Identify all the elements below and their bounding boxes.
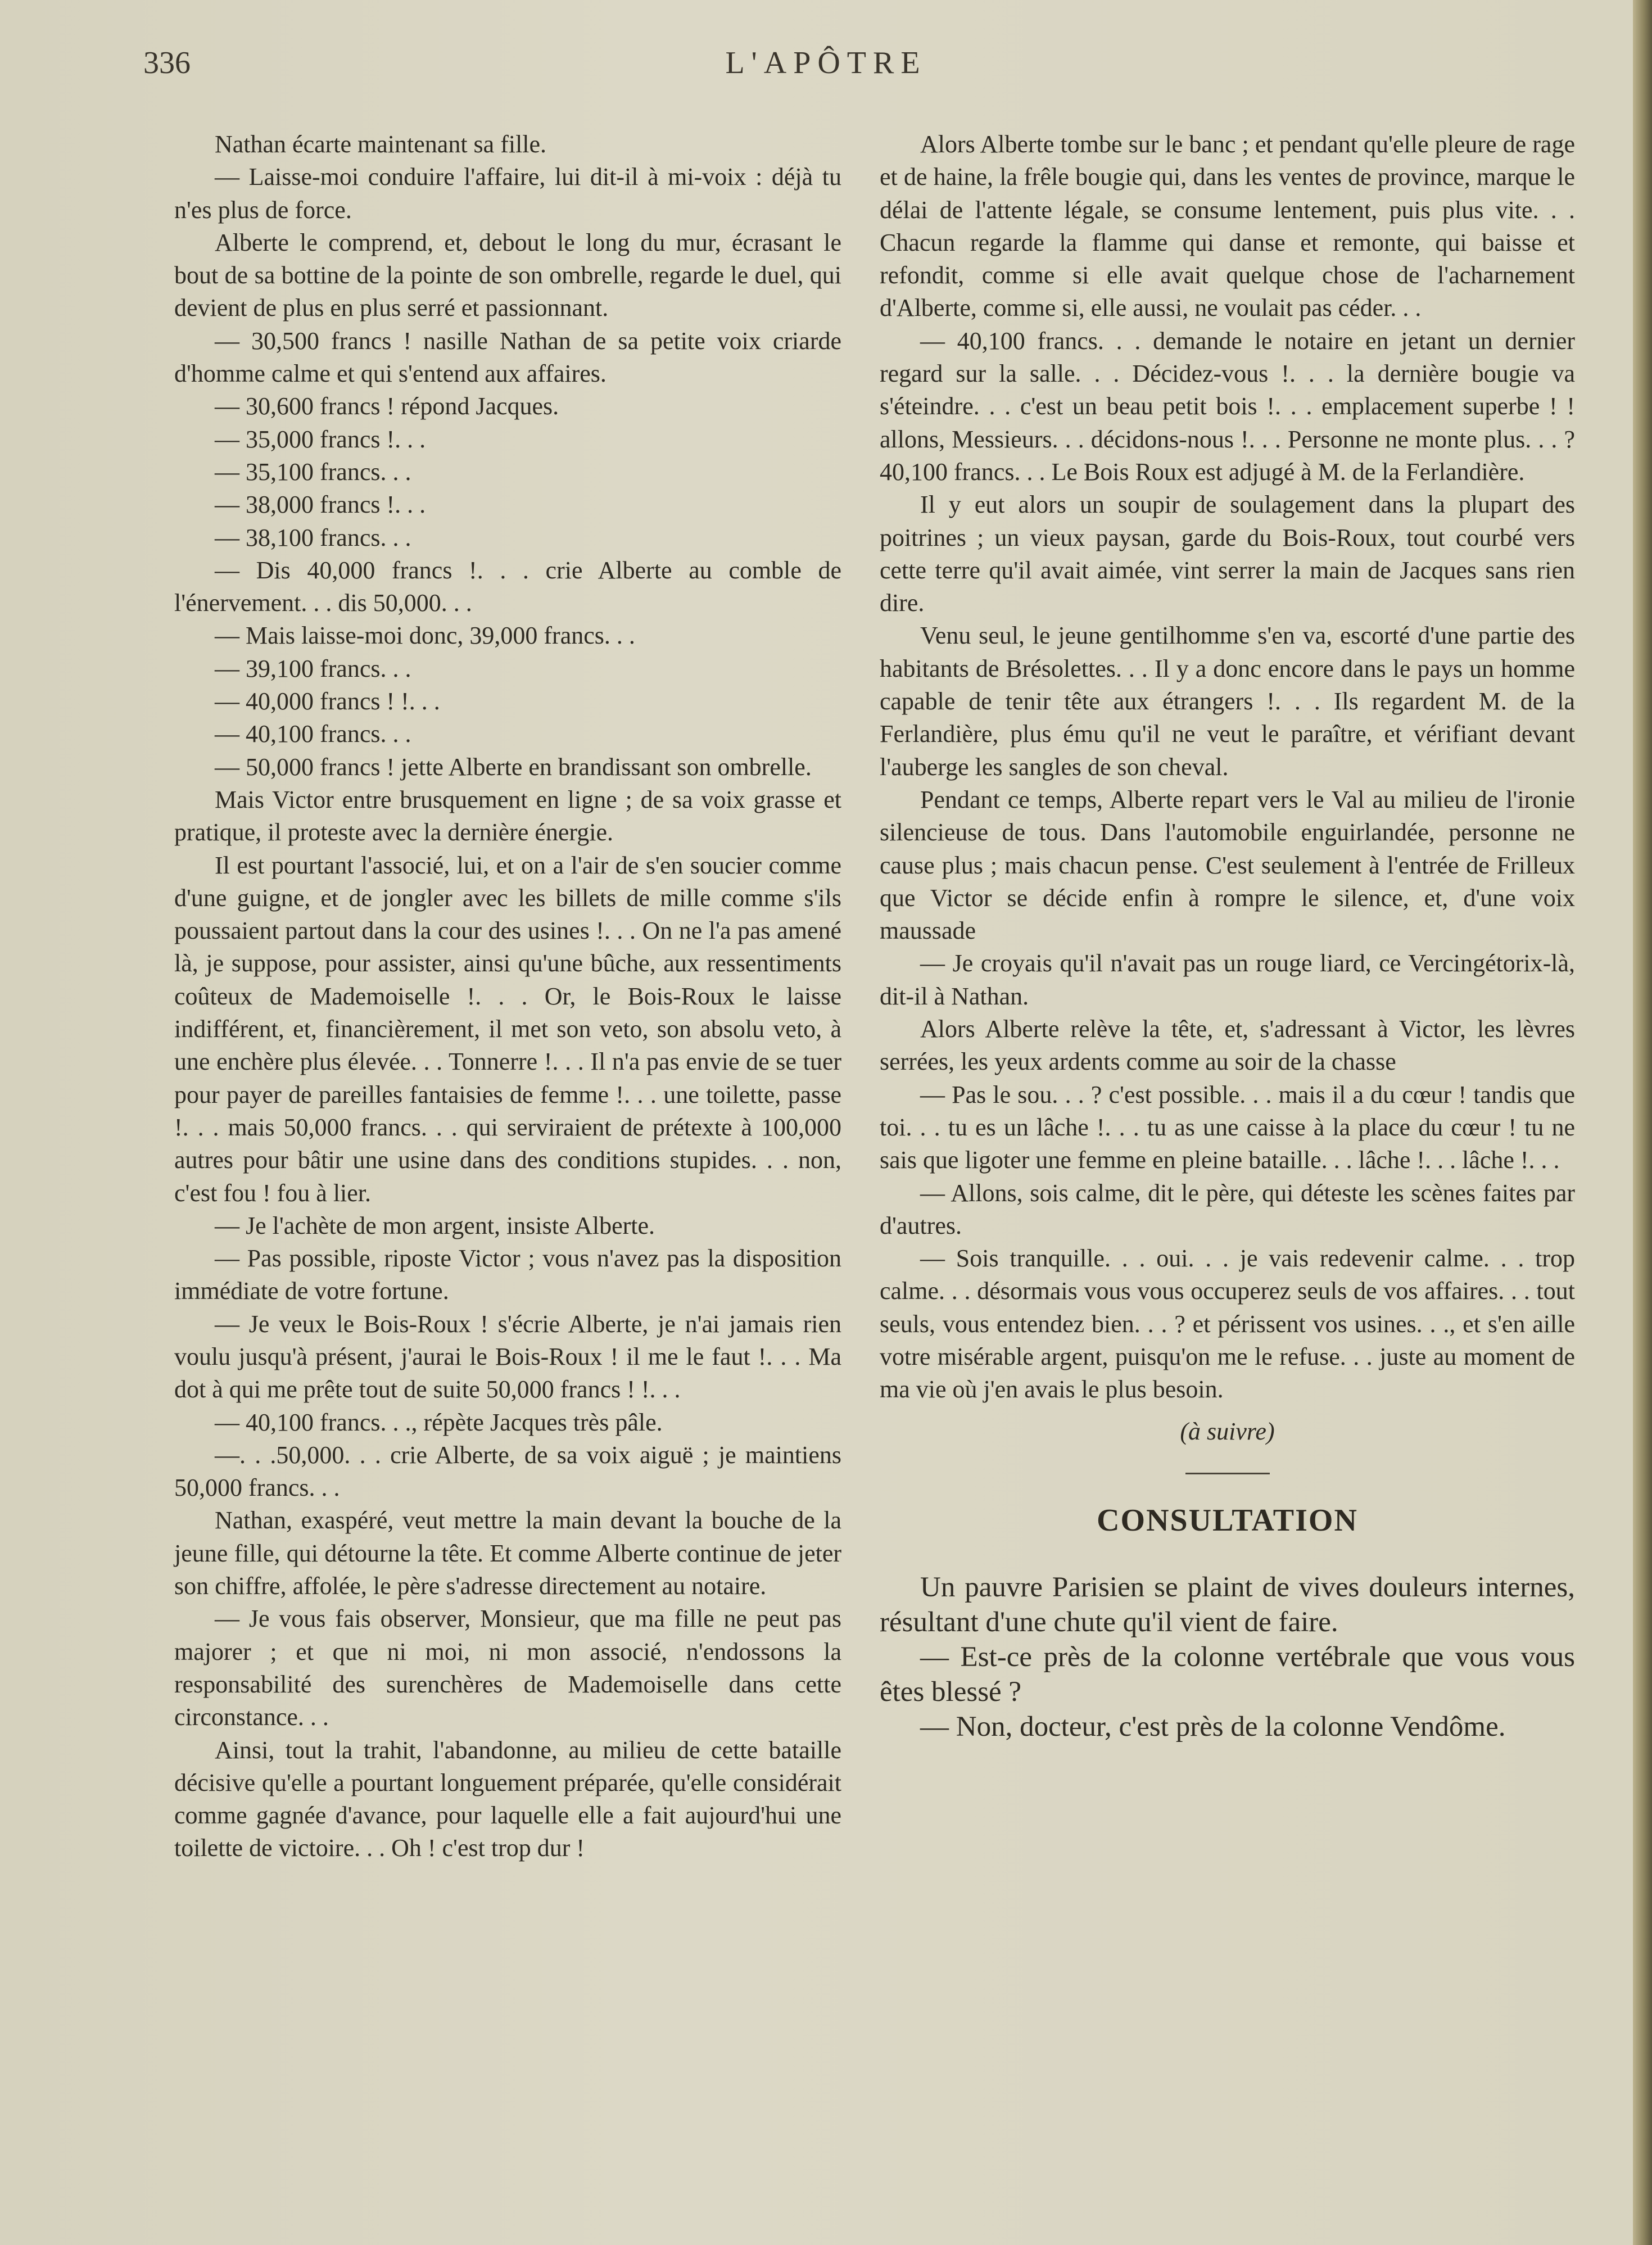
paragraph: — Mais laisse-moi donc, 39,000 francs. . . [215, 622, 635, 650]
paragraph: Alberte le comprend, et, debout le long du mur, écrasant le bout de sa bottine de la pointe de son ombrelle, regarde le duel, qui devient de plus en plus serré et passionnant. [174, 228, 841, 322]
paragraph: — Pas possible, riposte Victor ; vous n'avez pas la disposition immédiate de votre fortune. [174, 1244, 841, 1305]
paragraph: — 40,100 francs. . . [215, 720, 411, 748]
paragraph: Il est pourtant l'associé, lui, et on a l'air de s'en soucier comme d'une guigne, et de jongler avec les billets de mille comme s'ils poussaient partout dans la cour des usines !. . . On ne l'a pas amené là, je suppose, pour assister, ainsi qu'une bûche, aux ressentiments coûteux de Mademoiselle !. . . Or, le Bois-Roux le laisse indifférent, et, financièrement, il met son veto, son absolu veto, à une enchère plus élevée. . . Tonnerre !. . . Il n'a pas envie de se tuer pour payer de pareilles fantaisies de femme !. . . une toilette, passe !. . . mais 50,000 francs. . . qui serviraient de prétexte à 100,000 autres pour bâtir une usine dans des conditions stupides. . . non, c'est fou ! fou à lier. [174, 851, 841, 1207]
consultation-paragraph: — Est-ce près de la colonne vertébrale que vous vous êtes blessé ? [880, 1641, 1575, 1708]
page-number: 336 [143, 46, 191, 80]
paragraph: — 35,100 francs. . . [215, 458, 411, 486]
paragraph: — 30,500 francs ! nasille Nathan de sa petite voix criarde d'homme calme et qui s'entend aux affaires. [174, 327, 841, 388]
paragraph: — Dis 40,000 francs !. . . crie Alberte au comble de l'énervement. . . dis 50,000. . . [174, 556, 841, 617]
consultation-paragraph: Un pauvre Parisien se plaint de vives douleurs internes, résultant d'une chute qu'il vient de faire. [880, 1571, 1575, 1638]
left-column [174, 128, 841, 1865]
paragraph: Il y eut alors un soupir de soulagement dans la plupart des poitrines ; un vieux paysan, garde du Bois-Roux, tout courbé vers cette terre qu'il avait aimée, vint serrer la main de Jacques sans rien dire. [880, 491, 1575, 617]
paragraph: —. . .50,000. . . crie Alberte, de sa voix aiguë ; je maintiens 50,000 francs. . . [174, 1441, 841, 1502]
paragraph: — Laisse-moi conduire l'affaire, lui dit-il à mi-voix : déjà tu n'es plus de force. [174, 163, 841, 224]
paragraph: — 38,000 francs !. . . [215, 491, 426, 519]
to-be-continued: (à suivre) [1180, 1417, 1275, 1445]
paragraph: Alors Alberte relève la tête, et, s'adressant à Victor, les lèvres serrées, les yeux ardents comme au soir de la chasse [880, 1015, 1575, 1076]
paragraph: — 39,100 francs. . . [215, 654, 411, 682]
paragraph: Ainsi, tout la trahit, l'abandonne, au milieu de cette bataille décisive qu'elle a pourtant longuement préparée, qu'elle considérait comme gagnée d'avance, pour laquelle elle a fait aujourd'hui une toilette de victoire. . . Oh ! c'est trop dur ! [174, 1736, 841, 1862]
consultation-body [880, 1570, 1575, 1744]
paragraph: — Allons, sois calme, dit le père, qui déteste les scènes faites par d'autres. [880, 1179, 1575, 1239]
running-title: L'APÔTRE [725, 46, 927, 80]
paragraph: — 40,100 francs. . ., répète Jacques très pâle. [215, 1408, 663, 1436]
paragraph: — 30,600 francs ! répond Jacques. [215, 392, 559, 420]
paragraph: — Pas le sou. . . ? c'est possible. . . mais il a du cœur ! tandis que toi. . . tu es un lâche !. . . tu as une caisse à la place du cœur ! tu ne sais que ligoter une femme en pleine bataille. . . lâche !. . . lâche !. . . [880, 1080, 1575, 1174]
paragraph: Nathan, exaspéré, veut mettre la main devant la bouche de la jeune fille, qui détourne la tête. Et comme Alberte continue de jeter son chiffre, affolée, le père s'adresse directement au notaire. [174, 1506, 841, 1600]
page-header [0, 45, 1652, 90]
paragraph: — Je croyais qu'il n'avait pas un rouge liard, ce Vercingétorix-là, dit-il à Nathan. [880, 949, 1575, 1010]
paragraph: — Je vous fais observer, Monsieur, que ma fille ne peut pas majorer ; et que ni moi, ni mon associé, n'endossons la responsabilité des surenchères de Mademoiselle dans cette circonstance. . . [174, 1605, 841, 1731]
paragraph: Pendant ce temps, Alberte repart vers le Val au milieu de l'ironie silencieuse de tous. Dans l'automobile enguirlandée, personne ne cause plus ; mais chacun pense. C'est seulement à l'entrée de Frilleux que Victor se décide enfin à rompre le silence, et, d'une voix maussade [880, 785, 1575, 945]
paragraph: — 35,000 francs !. . . [215, 425, 426, 453]
consultation-title: CONSULTATION [1097, 1502, 1358, 1538]
paragraph: Mais Victor entre brusquement en ligne ; de sa voix grasse et pratique, il proteste avec la dernière énergie. [174, 785, 841, 847]
right-column [880, 128, 1575, 1744]
paragraph: — Je l'achète de mon argent, insiste Alberte. [215, 1211, 655, 1239]
paragraph: Alors Alberte tombe sur le banc ; et pendant qu'elle pleure de rage et de haine, la frêle bougie qui, dans les ventes de province, marque le délai de l'attente légale, se consume lentement, puis plus vite. . . Chacun regarde la flamme qui danse et remonte, qui baisse et refondit, comme si elle avait quelque chose de l'acharnement d'Alberte, comme si, elle aussi, ne voulait pas céder. . . [880, 130, 1575, 322]
right-column-body [880, 128, 1575, 1406]
paragraph: — 40,000 francs ! !. . . [215, 687, 440, 716]
paragraph: — Je veux le Bois-Roux ! s'écrie Alberte, je n'ai jamais rien voulu jusqu'à présent, j'aurai le Bois-Roux ! il me le faut !. . . Ma dot à qui me prête tout de suite 50,000 francs ! !. . . [174, 1310, 841, 1404]
paragraph: — 50,000 francs ! jette Alberte en brandissant son ombrelle. [215, 753, 812, 781]
paragraph: — 40,100 francs. . . demande le notaire en jetant un dernier regard sur la salle. . . Décidez-vous !. . . la dernière bougie va s'éteindre. . . c'est un beau petit bois !. . . emplacement superbe ! ! allons, Messieurs. . . décidons-nous !. . . Personne ne monte plus. . . ? 40,100 francs. . . Le Bois Roux est adjugé à M. de la Ferlandière. [880, 327, 1575, 486]
paragraph: Venu seul, le jeune gentilhomme s'en va, escorté d'une partie des habitants de Brésolettes. . . Il y a donc encore dans le pays un homme capable de tenir tête aux étrangers !. . . Ils regardent M. de la Ferlandière, plus ému qu'il ne veut le paraître, et vérifiant devant l'auberge les sangles de son cheval. [880, 622, 1575, 781]
paragraph: — Sois tranquille. . . oui. . . je vais redevenir calme. . . trop calme. . . désormais vous vous occuperez seuls de vos affaires. . . tout seuls, vous entendez bien. . . ? et périssent vos usines. . ., et s'en aille votre misérable argent, puisqu'on me le refuse. . . juste au moment de ma vie où j'en avais le plus besoin. [880, 1244, 1575, 1404]
page-edge-shadow [1633, 0, 1652, 2245]
section-divider [1185, 1473, 1270, 1474]
paragraph: — 38,100 francs. . . [215, 523, 411, 551]
consultation-paragraph: — Non, docteur, c'est près de la colonne Vendôme. [920, 1710, 1506, 1742]
paragraph: Nathan écarte maintenant sa fille. [215, 130, 547, 158]
